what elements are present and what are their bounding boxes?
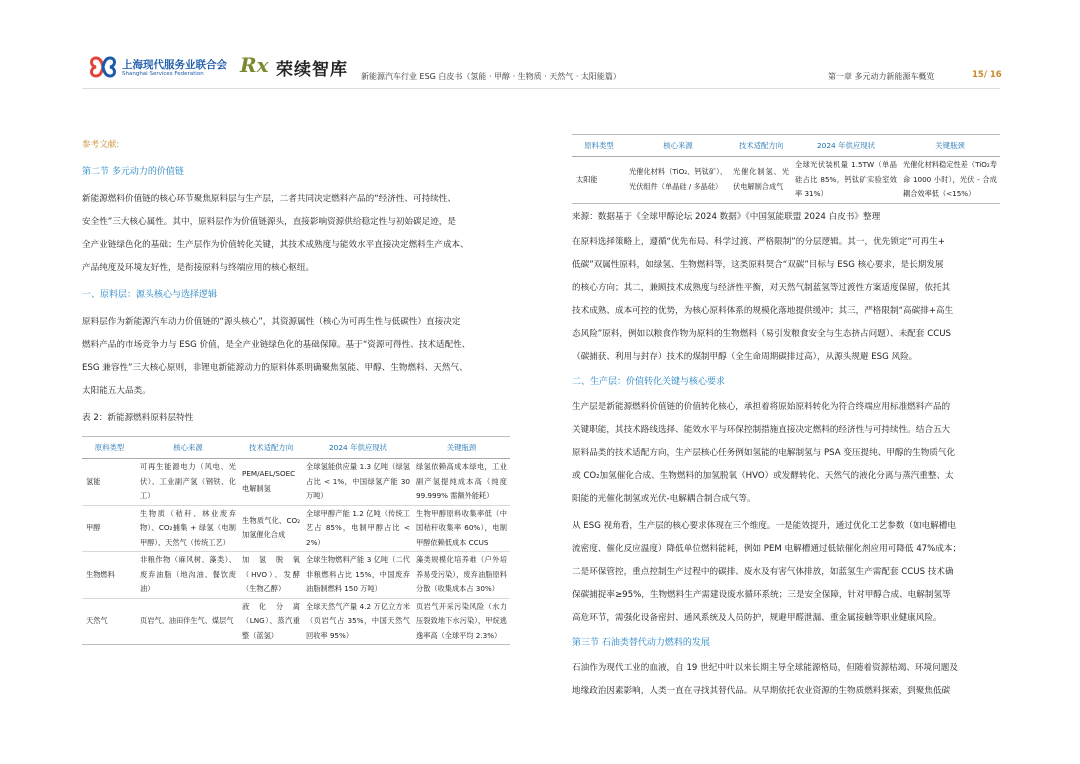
table-cell: 页岩气、油田伴生气、煤层气 — [137, 598, 239, 645]
text-line: 石油作为现代工业的血液，自 19 世纪中叶以来长期主导全球能源格局，但随着资源枯竭、环境问题及 — [572, 662, 958, 673]
table-cell: 光催化材料稳定性差（TiO₂寿命 1000 小时），光伏 - 合成耦合效率低（<15%） — [900, 157, 1000, 204]
table-cell: 生物质气化、CO₂加氢催化合成 — [239, 505, 303, 552]
text-line: （碳捕获、利用与封存）技术的煤制甲醇（全生命周期碳排过高），从源头规避 ESG 风险。 — [572, 351, 918, 362]
table-source: 来源：数据基于《全球甲醇论坛 2024 数据》《中国氢能联盟 2024 白皮书》整理 — [572, 211, 881, 222]
text-line: 关键职能，其技术路线选择、能效水平与环保控制措施直接决定燃料的经济性与可持续性。结合五大 — [572, 424, 951, 435]
column-header: 技术适配方向 — [730, 135, 792, 157]
text-line: 二是环保管控，重点控制生产过程中的碳排、废水及有害气体排放，如蓝氢生产需配套 CCUS 技术确 — [572, 566, 954, 577]
table-cell: 光催化材料（TiO₂、钙钛矿）、光伏组件（单晶硅 / 多晶硅） — [626, 157, 730, 204]
table-cell: PEM/AEL/SOEC 电解制氢 — [239, 459, 303, 506]
text-line: 低碳”双属性原料，如绿氢、生物燃料等，这类原料契合“双碳”目标与 ESG 核心要求，是长期发展 — [572, 259, 944, 270]
table-cell: 生物质（秸秆、林业废弃物）、CO₂捕集 + 绿氢（电制甲醇）、天然气（传统工艺） — [137, 505, 239, 552]
text-line: 安全性”三大核心属性。其中，原料层作为价值链源头，直接影响资源供给稳定性与初始碳足迹，是 — [82, 217, 456, 227]
page-header — [0, 0, 1080, 100]
table-cell: 全球甲醇产能 1.2 亿吨（传统工艺占 85%，电制甲醇占比 < 2%） — [303, 505, 413, 552]
table-cell: 全球生物燃料产能 3 亿吨（二代非粮燃料占比 15%，中国废弃油脂制燃料 150 万吨） — [303, 552, 413, 599]
column-header: 2024 年供应现状 — [303, 437, 413, 459]
text-line: 太阳能五大品类。 — [82, 386, 151, 396]
raw-material-table — [82, 436, 510, 645]
column-header: 2024 年供应现状 — [792, 135, 900, 157]
column-header: 原料类型 — [572, 135, 626, 157]
table-cell: 太阳能 — [572, 157, 626, 204]
intro-paragraph — [82, 188, 510, 280]
column-header: 原料类型 — [82, 437, 137, 459]
strategy-paragraph — [572, 231, 1000, 369]
rongxu-mark: Rx — [240, 53, 269, 77]
ssf-logo-icon — [88, 54, 118, 80]
text-line: 的核心方向；其二，兼顾技术成熟度与经济性平衡，对天然气制蓝氢等过渡性方案适度保留，依托其 — [572, 282, 951, 293]
references-label: 参考文献: — [82, 140, 120, 150]
text-line: ESG 兼容性”三大核心原则，非锂电新能源动力的原料体系明确聚焦氢能、甲醇、生物燃料、天然气、 — [82, 363, 468, 373]
raw-material-table-continued — [572, 134, 1000, 204]
text-line: 高危环节，需强化设备密封、通风系统及人员防护，规避甲醛泄漏、重金属接触等职业健康风险。 — [572, 612, 942, 623]
table-cell: 绿氢依赖高成本绿电，工业副产氢提纯成本高（纯度 99.999% 需额外能耗） — [413, 459, 510, 506]
section-2-title: 第二节 多元动力的价值链 — [82, 167, 184, 177]
table-row — [82, 459, 510, 506]
ssf-logo — [88, 54, 230, 84]
text-line: 全产业链绿色化的基础；生产层作为价值转化关键，其技术成熟度与能效水平直接决定燃料生产成本、 — [82, 240, 469, 250]
table-row — [572, 157, 1000, 204]
text-line: 地缘政治因素影响，人类一直在寻找其替代品。从早期依托农业资源的生物质燃料探索，到聚焦低碳 — [572, 685, 951, 696]
left-column — [82, 134, 510, 645]
table-cell: 加氢脱氧（HVO）、发酵（生物乙醇） — [239, 552, 303, 599]
table-cell: 液化分离（LNG）、蒸汽重整（蓝氢） — [239, 598, 303, 645]
table-cell: 全球天然气产量 4.2 万亿立方米（页岩气占 35%，中国天然气回收率 95%） — [303, 598, 413, 645]
text-line: 生产层是新能源燃料价值链的价值转化核心，承担着将原始原料转化为符合终端应用标准燃料产品的 — [572, 401, 951, 412]
subsection-2-title: 二、生产层：价值转化关键与核心要求 — [572, 376, 726, 387]
table-cell: 生物甲醇原料收集率低（中国秸秆收集率 60%），电制甲醇依赖低成本 CCUS — [413, 505, 510, 552]
page-number: 15/ 16 — [972, 70, 1002, 80]
esg-paragraph — [572, 515, 1000, 630]
production-paragraph — [572, 396, 1000, 511]
table-cell: 藻类规模化培养难（户外培养易受污染），废弃油脂原料分散（收集成本占 30%） — [413, 552, 510, 599]
text-line: 新能源燃料价值链的核心环节聚焦原料层与生产层，二者共同决定燃料产品的“经济性、可持续性、 — [82, 194, 456, 204]
table-header-row — [82, 437, 510, 459]
column-header: 关键瓶颈 — [413, 437, 510, 459]
table-cell: 甲醇 — [82, 505, 137, 552]
table-cell: 氢能 — [82, 459, 137, 506]
text-line: 流密度、催化反应温度）降低单位燃料能耗，例如 PEM 电解槽通过低铱催化剂应用可降低 47%成本； — [572, 543, 962, 554]
subsection-1-title: 一、原料层：源头核心与选择逻辑 — [82, 290, 218, 300]
rongxu-name: 荣续智库 — [276, 60, 348, 80]
text-line: 或 CO₂加氢催化合成、生物燃料的加氢脱氧（HVO）或发酵转化、天然气的液化分离与蒸汽重整、太 — [572, 470, 954, 481]
text-line: 原料层作为新能源汽车动力价值链的“源头核心”，其资源属性（核心为可再生性与低碳性）直接决定 — [82, 317, 461, 327]
table-cell: 光催化制氢、光伏电解制合成气 — [730, 157, 792, 204]
text-line: 从 ESG 视角看，生产层的核心要求体现在三个维度。一是能效提升，通过优化工艺参数（如电解槽电 — [572, 520, 956, 531]
table-cell: 可再生能源电力（风电、光伏）、工业副产氢（钢铁、化工） — [137, 459, 239, 506]
text-line: 保碳捕捉率≥95%，生物燃料生产需建设废水循环系统；三是安全保障，针对甲醇合成、电解制氢等 — [572, 589, 951, 600]
doc-title: 新能源汽车行业 ESG 白皮书（氢能 · 甲醇 · 生物质 · 天然气 · 太阳能篇） — [361, 72, 621, 81]
column-header: 关键瓶颈 — [900, 135, 1000, 157]
table-cell: 页岩气开采污染风险（水力压裂致地下水污染），甲烷逃逸率高（全球平均 2.3%） — [413, 598, 510, 645]
table-row — [82, 598, 510, 645]
right-column — [572, 134, 1000, 703]
ssf-name-en: Shanghai Services Federation — [122, 71, 204, 77]
table-cell: 非粮作物（麻风树、藻类）、废弃油脂（地沟油、餐饮废油） — [137, 552, 239, 599]
text-line: 产品纯度及环境友好性，是衔接原料与终端应用的核心枢纽。 — [82, 263, 315, 273]
text-line: 原料品类的技术适配方向，生产层核心任务例如氢能的电解制氢与 PSA 变压提纯、甲醇的生物质气化 — [572, 447, 956, 458]
text-line: 燃料产品的市场竞争力与 ESG 价值，是全产业链绿色化的基础保障。基于“资源可得性、技术适配性、 — [82, 340, 471, 350]
chapter-title: 第一章 多元动力新能源车概览 — [828, 72, 935, 81]
table-cell: 天然气 — [82, 598, 137, 645]
text-line: 在原料选择策略上，遵循“优先布局、科学过渡、严格限制”的分层逻辑。其一，优先锁定“可再生+ — [572, 236, 945, 247]
table-cell: 全球光伏装机量 1.5TW（单晶硅占比 85%，钙钛矿实验室效率 31%） — [792, 157, 900, 204]
table-caption: 表 2：新能源燃料原料层特性 — [82, 413, 194, 423]
column-header: 核心来源 — [137, 437, 239, 459]
column-header: 核心来源 — [626, 135, 730, 157]
section-3-title: 第三节 石油类替代动力燃料的发展 — [572, 637, 710, 648]
text-line: 态风险”原料，例如以粮食作物为原料的生物燃料（易引发粮食安全与生态挤占问题）、未配套 CCUS — [572, 328, 951, 339]
column-header: 技术适配方向 — [239, 437, 303, 459]
text-line: 技术成熟、成本可控的优势，为核心原料体系的规模化落地提供缓冲；其三，严格限制“高碳排+高生 — [572, 305, 954, 316]
table-header-row — [572, 135, 1000, 157]
table-cell: 全球氢能供应量 1.3 亿吨（绿氢占比 < 1%，中国绿氢产能 30 万吨） — [303, 459, 413, 506]
table-cell: 生物燃料 — [82, 552, 137, 599]
oil-paragraph — [572, 657, 1000, 703]
table-row — [82, 552, 510, 599]
header-divider — [82, 88, 1000, 89]
ssf-name: 上海现代服务业联合会 — [122, 59, 227, 71]
raw-material-paragraph — [82, 311, 510, 403]
text-line: 阳能的光催化制氢或光伏-电解耦合制合成气等。 — [572, 493, 756, 504]
table-row — [82, 505, 510, 552]
